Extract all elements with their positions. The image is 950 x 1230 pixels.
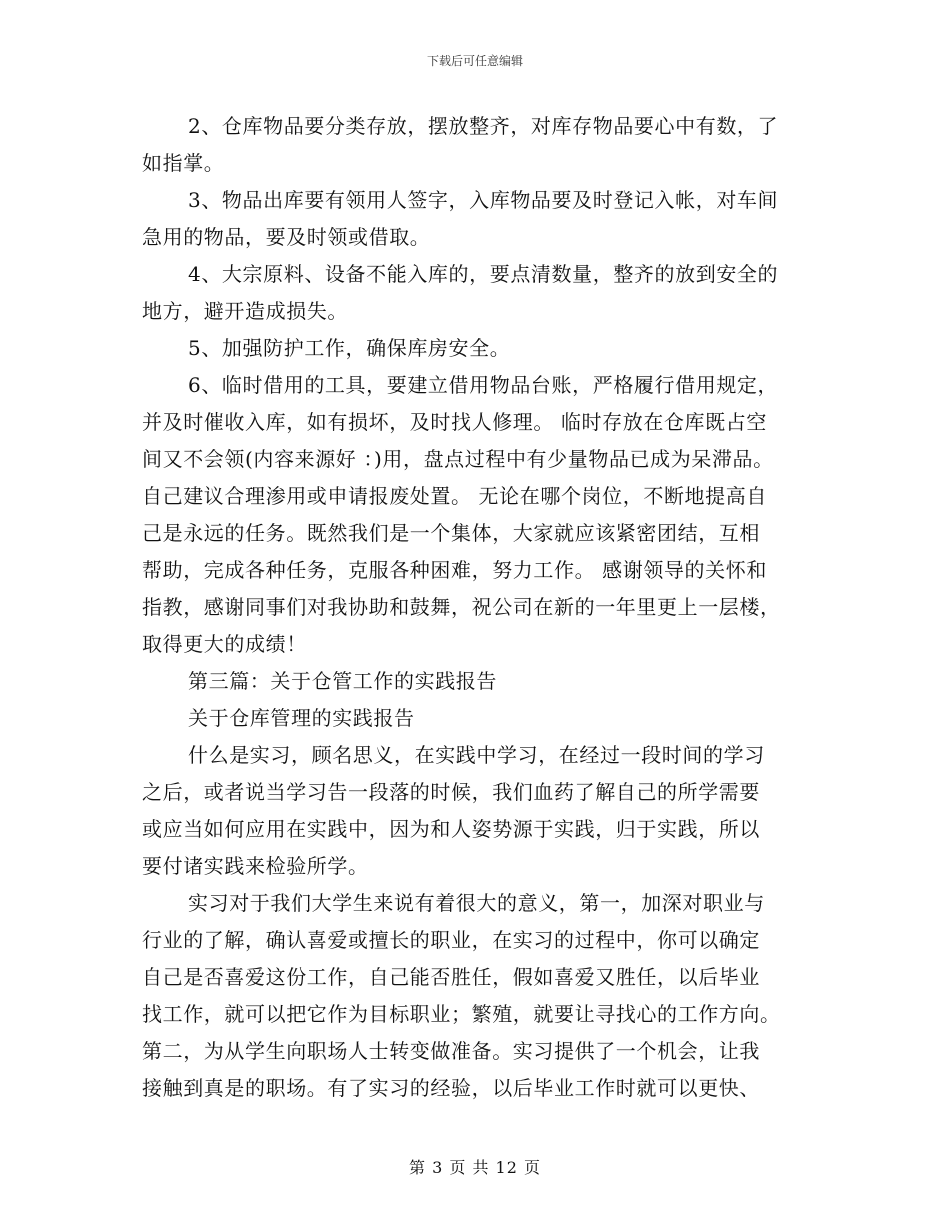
body-line: 或应当如何应用在实践中，因为和人姿势源于实践，归于实践，所以 — [142, 817, 760, 841]
body-line: 找工作，就可以把它作为目标职业；繁殖，就要让寻找心的工作方向。 — [142, 1002, 781, 1026]
total-page-count: 12 — [495, 1158, 518, 1177]
body-line: 地方，避开造成损失。 — [142, 299, 348, 323]
body-line: 第二，为从学生向职场人士转变做准备。实习提供了一个机会，让我 — [142, 1039, 760, 1063]
body-line: 己是永远的任务。既然我们是一个集体，大家就应该紧密团结，互相 — [142, 521, 760, 545]
body-line: 实习对于我们大学生来说有着很大的意义，第一，加深对职业与 — [188, 891, 765, 915]
page-footer — [0, 1155, 950, 1178]
report-title: 关于仓库管理的实践报告 — [188, 706, 415, 730]
body-line: 自己建议合理渗用或申请报废处置。 无论在哪个岗位，不断地提高自 — [142, 484, 767, 508]
body-line: 什么是实习，顾名思义，在实践中学习，在经过一段时间的学习 — [188, 743, 765, 767]
body-line: 6、临时借用的工具，要建立借用物品台账，严格履行借用规定， — [188, 373, 779, 397]
body-line: 3、物品出库要有领用人签字，入库物品要及时登记入帐，对车间 — [188, 188, 779, 212]
body-line: 之后，或者说当学习告一段落的时候，我们血药了解自己的所学需要 — [142, 780, 760, 804]
body-line: 指教，感谢同事们对我协助和鼓舞，祝公司在新的一年里更上一层楼， — [142, 595, 781, 619]
current-page-number: 3 — [432, 1158, 444, 1177]
body-line: 接触到真是的职场。有了实习的经验，以后毕业工作时就可以更快、 — [142, 1076, 760, 1100]
body-line: 帮助，完成各种任务，克服各种困难，努力工作。 感谢领导的关怀和 — [142, 558, 767, 582]
footer-prefix: 第 — [408, 1158, 426, 1177]
section-heading: 第三篇：关于仓管工作的实践报告 — [188, 669, 497, 693]
body-line: 4、大宗原料、设备不能入库的，要点清数量，整齐的放到安全的 — [188, 262, 779, 286]
body-line: 要付诸实践来检验所学。 — [142, 854, 369, 878]
page-header: 下载后可任意编辑 — [426, 54, 523, 68]
body-line: 间又不会领(内容来源好 ：)用，盘点过程中有少量物品已成为呆滞品。 — [142, 447, 774, 471]
body-line: 行业的了解，确认喜爱或擅长的职业，在实习的过程中，你可以确定 — [142, 928, 760, 952]
body-line: 取得更大的成绩！ — [142, 632, 307, 656]
body-line: 并及时催收入库，如有损坏，及时找人修理。 临时存放在仓库既占空 — [142, 410, 767, 434]
footer-middle: 页 共 — [449, 1158, 490, 1177]
body-line: 自己是否喜爱这份工作，自己能否胜任，假如喜爱又胜任，以后毕业 — [142, 965, 760, 989]
body-line: 如指掌。 — [142, 151, 225, 175]
body-line: 5、加强防护工作，确保库房安全。 — [188, 336, 511, 360]
footer-suffix: 页 — [524, 1158, 542, 1177]
body-line: 2、仓库物品要分类存放，摆放整齐，对库存物品要心中有数，了 — [188, 114, 779, 138]
body-line: 急用的物品，要及时领或借取。 — [142, 225, 431, 249]
